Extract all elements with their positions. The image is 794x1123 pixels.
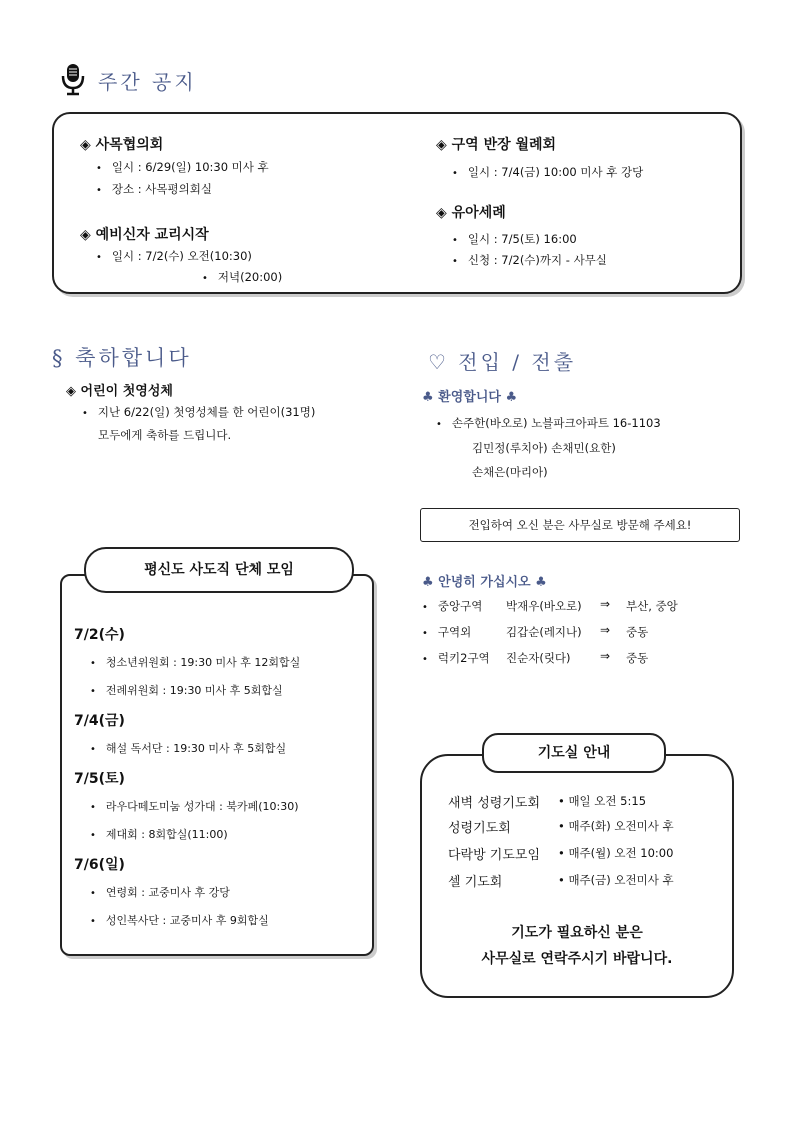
prayer-title-text: 기도실 안내 <box>537 745 611 761</box>
congrats-heading: ◈ 어린이 첫영성체 <box>66 384 173 399</box>
prayer-name: 성령기도회 <box>448 821 511 836</box>
apostolate-item: • 성인복사단 : 교중미사 후 9회합실 <box>90 912 269 928</box>
notice-heading-catechism: ◈ 예비신자 교리시작 <box>80 227 209 243</box>
apostolate-box <box>60 574 374 956</box>
apostolate-item: • 해설 독서단 : 19:30 미사 후 5회합실 <box>90 740 286 756</box>
welcome-line: 김민정(루치아) 손채민(요한) <box>472 441 616 455</box>
prayer-name: 다락방 기도모임 <box>448 848 541 863</box>
microphone-icon <box>60 62 86 96</box>
congrats-title: § 축하합니다 <box>52 346 192 370</box>
notice-item: • 일시 : 7/4(금) 10:00 미사 후 강당 <box>452 164 643 180</box>
notice-heading-district: ◈ 구역 반장 월례회 <box>436 137 557 153</box>
notice-heading-baptism: ◈ 유아세례 <box>436 205 506 221</box>
welcome-line: • 손주한(바오로) 노블파크아파트 16-1103 <box>436 415 661 431</box>
apostolate-item: • 청소년위원회 : 19:30 미사 후 12회합실 <box>90 654 300 670</box>
prayer-footer: 사무실로 연락주시기 바랍니다. <box>481 951 673 967</box>
prayer-name: 새벽 성령기도회 <box>448 796 541 811</box>
prayer-footer: 기도가 필요하신 분은 <box>511 925 643 941</box>
congrats-line: • 지난 6/22(일) 첫영성체를 한 어린이(31명) <box>82 404 315 420</box>
prayer-time: • 매주(금) 오전미사 후 <box>558 873 674 887</box>
visit-office-text: 전입하여 오신 분은 사무실로 방문해 주세요! <box>468 518 692 532</box>
farewell-dest: 중동 <box>626 625 649 639</box>
notice-item: • 일시 : 7/5(토) 16:00 <box>452 231 577 247</box>
visit-office-notice <box>420 508 740 542</box>
farewell-district: • 구역외 <box>422 625 471 639</box>
welcome-line: 손채은(마리아) <box>472 465 548 479</box>
farewell-arrow: ⇒ <box>600 597 611 611</box>
apostolate-item: • 전례위원회 : 19:30 미사 후 5회합실 <box>90 682 283 698</box>
apostolate-date: 7/2(수) <box>74 627 125 643</box>
notice-item: • 일시 : 6/29(일) 10:30 미사 후 <box>96 159 269 175</box>
apostolate-item: • 라우다떼도미눔 성가대 : 북카페(10:30) <box>90 798 299 814</box>
apostolate-date: 7/5(토) <box>74 771 125 787</box>
prayer-time: • 매주(화) 오전미사 후 <box>558 819 674 833</box>
farewell-arrow: ⇒ <box>600 623 611 637</box>
farewell-row <box>422 650 490 666</box>
congrats-line: 모두에게 축하를 드립니다. <box>98 428 232 442</box>
apostolate-title <box>84 547 354 593</box>
farewell-row <box>422 598 482 614</box>
notice-item: • 장소 : 사목평의회실 <box>96 181 212 197</box>
farewell-dest: 부산, 중앙 <box>626 599 678 613</box>
farewell-heading: ♣ 안녕히 가십시오 ♣ <box>422 575 547 590</box>
apostolate-item: • 연령회 : 교중미사 후 강당 <box>90 884 230 900</box>
farewell-name: 진순자(릿다) <box>506 651 571 665</box>
prayer-time: • 매일 오전 5:15 <box>558 794 647 808</box>
notice-title: 주간 공지 <box>98 70 197 94</box>
farewell-arrow: ⇒ <box>600 649 611 663</box>
farewell-dest: 중동 <box>626 651 649 665</box>
prayer-name: 셀 기도회 <box>448 875 503 890</box>
apostolate-title-text: 평신도 사도직 단체 모임 <box>144 562 294 578</box>
welcome-heading: ♣ 환영합니다 ♣ <box>422 390 518 405</box>
transfer-title: ♡ 전입 / 전출 <box>428 350 577 374</box>
farewell-district: • 럭키2구역 <box>422 651 490 665</box>
notice-item: • 신청 : 7/2(수)까지 - 사무실 <box>452 252 607 268</box>
farewell-name: 박재우(바오로) <box>506 599 582 613</box>
apostolate-date: 7/6(일) <box>74 857 125 873</box>
farewell-row <box>422 624 471 640</box>
farewell-name: 김갑순(레지나) <box>506 625 582 639</box>
prayer-title <box>482 733 666 773</box>
notice-item: • 일시 : 7/2(수) 오전(10:30) <box>96 248 252 264</box>
notice-box <box>52 112 742 294</box>
apostolate-item: • 제대회 : 8회합실(11:00) <box>90 826 228 842</box>
apostolate-date: 7/4(금) <box>74 713 125 729</box>
prayer-box <box>420 754 734 998</box>
prayer-time: • 매주(월) 오전 10:00 <box>558 846 674 860</box>
farewell-district: • 중앙구역 <box>422 599 482 613</box>
notice-heading-council: ◈ 사목협의회 <box>80 137 164 153</box>
notice-item-evening: • 저녁(20:00) <box>202 269 282 285</box>
